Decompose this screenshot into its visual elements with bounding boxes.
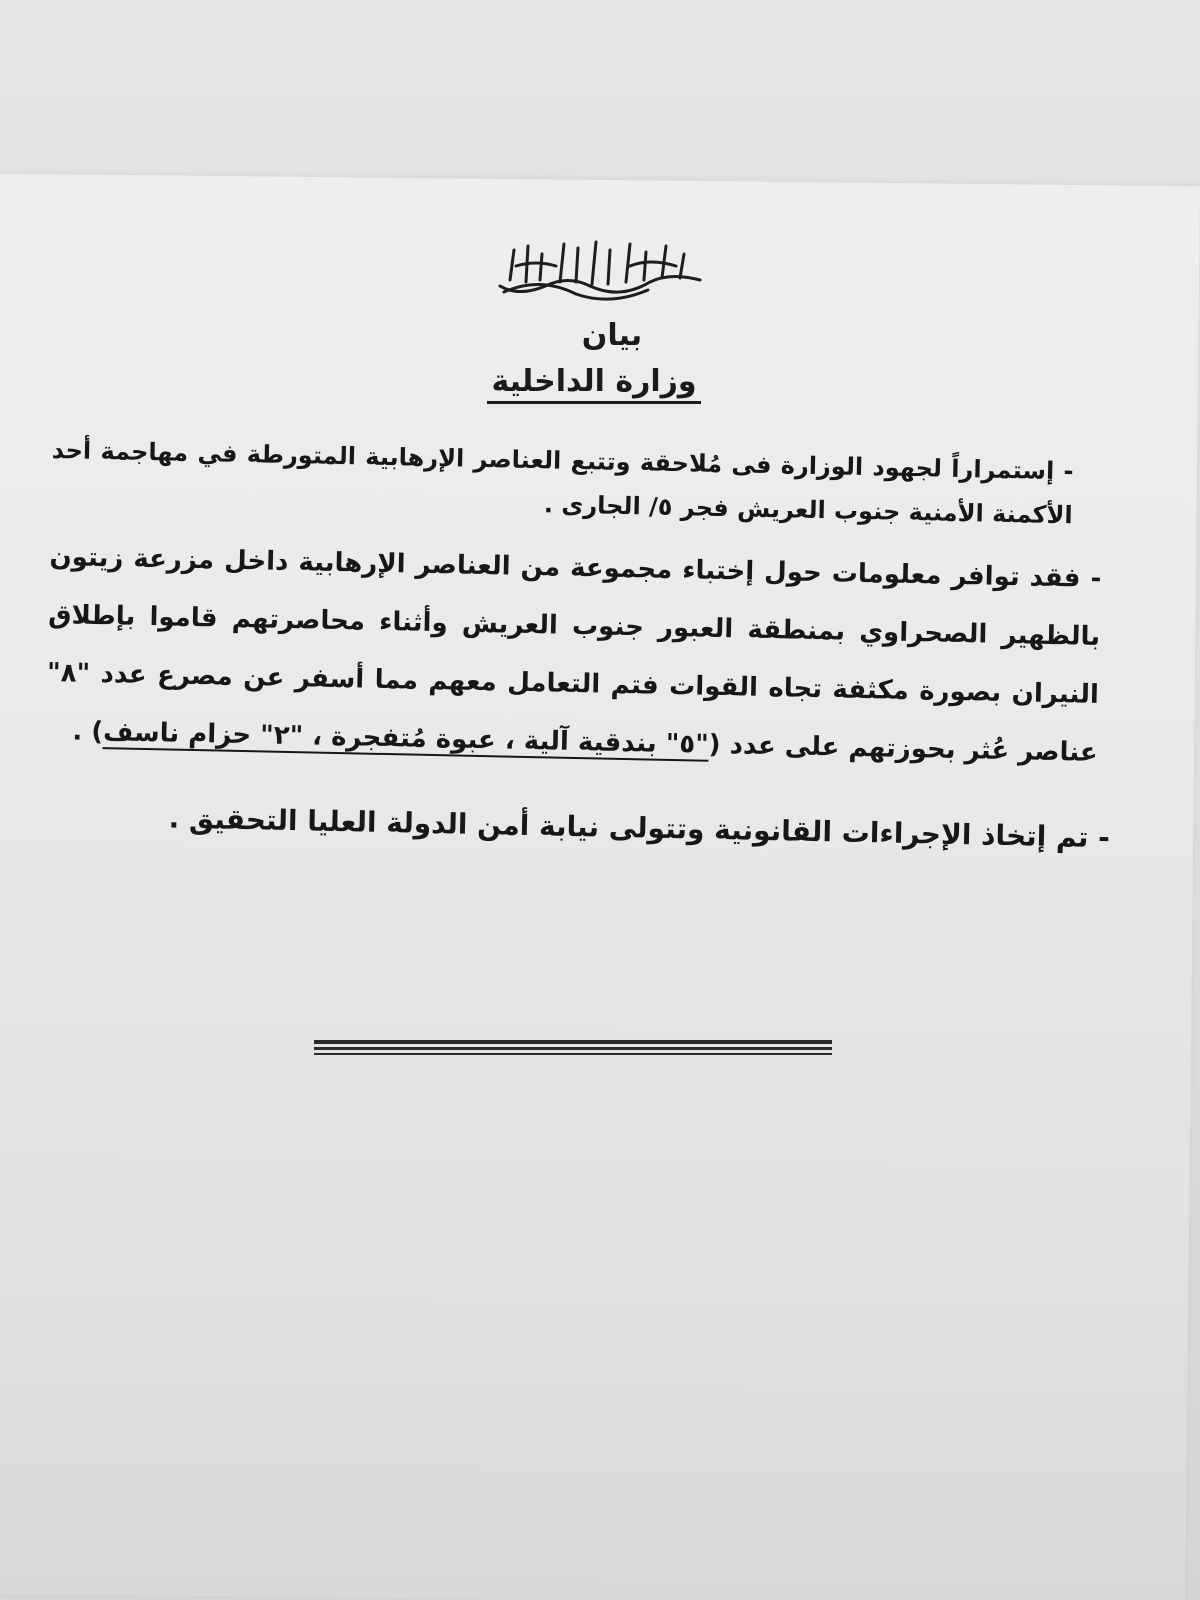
paragraph-2-text: - فقد توافر معلومات حول إختباء مجموعة من العناصر الإرهابية داخل مزرعة زيتون بالظهير الصحراوي بمنطقة العبور جنوب العريش وأثناء محاصرتهم قاموا بإطلاق النيران بصورة مكثفة تجاه القوات فتم التعامل معهم مما أسفر عن مصرع عدد "٨" عناصر عُثر بحوزتهم على عدد (: [46, 541, 1102, 768]
issuer-heading-text: وزارة الداخلية: [487, 364, 700, 404]
paragraph-2: [45, 528, 1102, 782]
paragraph-2-closing: ) .: [72, 716, 104, 748]
paragraph-1: - إستمراراً لجهود الوزارة فى مُلاحقة وتتبع العناصر الإرهابية المتورطة في مهاجمة أحد الأكمنة الأمنية جنوب العريش فجر ٥/ الجارى .: [51, 435, 1074, 530]
document-title: بيان: [581, 318, 643, 353]
issuer-heading: [0, 364, 1194, 399]
statement-body: [44, 428, 1111, 864]
basmala-calligraphy: [480, 236, 720, 306]
closing-rule-3: [314, 1053, 832, 1055]
closing-rule-2: [314, 1047, 832, 1050]
paragraph-3: - تم إتخاذ الإجراءات القانونية وتتولى نيابة أمن الدولة العليا التحقيق .: [168, 801, 1111, 855]
closing-rule: [314, 1040, 832, 1044]
seized-items-underlined: "٥" بندقية آلية ، عبوة مُتفجرة ، "٢" حزام ناسف: [102, 717, 710, 760]
